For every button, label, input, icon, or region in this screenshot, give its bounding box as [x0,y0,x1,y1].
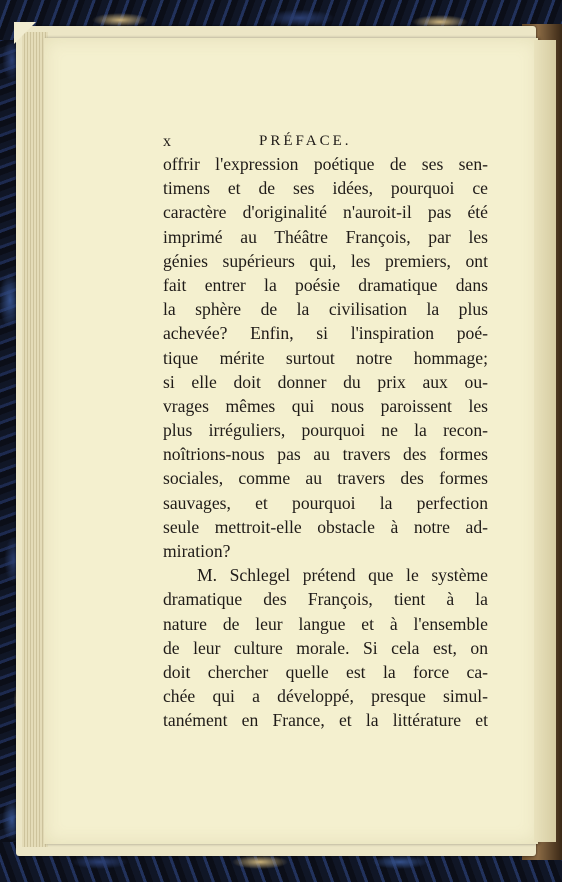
page-number: x [163,133,171,150]
running-title: PRÉFACE. [259,133,352,149]
text-line: caractère d'originalité n'auroit-il pas été [163,202,488,223]
text-line: tanément en France, et la littérature et [163,710,488,731]
text-line: si elle doit donner du prix aux ou- [163,371,488,392]
text-line: achevée? Enfin, si l'inspiration poé- [163,323,488,344]
text-line: fait entrer la poésie dramatique dans [163,274,488,295]
text-line: tique mérite surtout notre hommage; [163,347,488,368]
text-line: sociales, comme au travers des formes [163,468,488,489]
text-line: sauvages, et pourquoi la perfection [163,492,488,513]
text-line: doit chercher quelle est la force ca- [163,661,488,682]
text-line: nature de leur langue et à l'ensemble [163,613,488,634]
text-line: chée qui a développé, presque simul- [163,686,488,707]
body-text [163,152,488,733]
text-line: offrir l'expression poétique de ses sen- [163,154,488,174]
text-line: noîtrions-nous pas au travers des formes [163,444,488,465]
text-line: miration? [163,541,231,561]
text-line: plus irréguliers, pourquoi ne la recon- [163,420,488,441]
text-line: la sphère de la civilisation la plus [163,299,488,320]
page-corner [14,22,36,44]
text-line: dramatique des François, tient à la [163,589,488,610]
page-fore-edge [534,40,556,842]
text-line: timens et de ses idées, pourquoi ce [163,178,488,199]
text-line: vrages mêmes qui nous paroissent les [163,395,488,416]
text-line: M. Schlegel prétend que le système [197,565,488,586]
text-line: seule mettroit-elle obstacle à notre ad- [163,516,488,537]
text-line: de leur culture morale. Si cela est, on [163,637,488,658]
text-line: imprimé au Théâtre François, par les [163,226,488,247]
text-line: génies supérieurs qui, les premiers, ont [163,250,488,271]
